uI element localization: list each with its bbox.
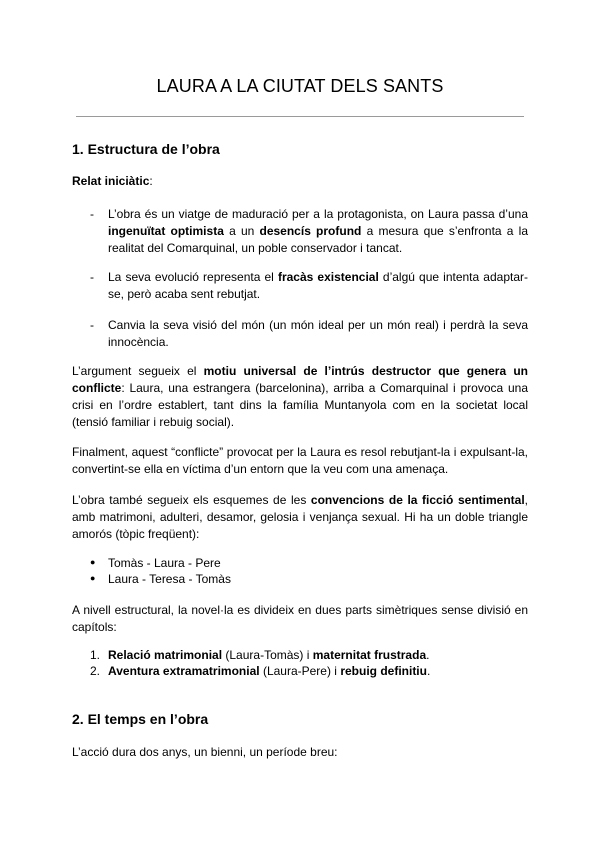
bold-run: motiu universal de l’intrús destructor que genera un conflicte xyxy=(72,364,528,395)
section-heading-temps: 2. El temps en l’obra xyxy=(72,711,209,727)
paragraph-esquemes xyxy=(72,492,528,543)
text-run: d’algú que intenta adaptar-se, però acaba sent rebutjat. xyxy=(108,270,528,301)
dash-marker: - xyxy=(90,318,94,332)
paragraph-estructural: A nivell estructural, la novel·la es divideix en dues parts simètriques sense divisió en capítols: xyxy=(72,603,528,634)
bold-run: desencís profund xyxy=(259,224,362,238)
bold-run: fracàs existencial xyxy=(277,270,379,284)
list-item-text: Canvia la seva visió del món (un món ideal per un món real) i perdrà la seva innocència. xyxy=(108,318,528,349)
list-item-text xyxy=(108,663,528,680)
list-item-text xyxy=(108,269,528,303)
title-divider xyxy=(76,116,524,117)
list-item-text: Tomàs - Laura - Pere xyxy=(108,556,221,570)
bold-run: rebuig definitiu xyxy=(340,664,427,678)
section-heading-estructura: 1. Estructura de l’obra xyxy=(72,141,220,157)
text-run: , amb matrimoni, adulteri, desamor, gelosia i venjança sexual. Hi ha un doble triangle amorós (tòpic freqüent): xyxy=(72,493,529,541)
bold-run: Relació matrimonial xyxy=(108,648,223,662)
number-marker: 2. xyxy=(90,664,101,678)
text-run: (Laura-Tomàs) i xyxy=(222,648,313,662)
text-run: . xyxy=(426,648,430,662)
bold-run: ingenuïtat optimista xyxy=(108,224,224,238)
list-item-text xyxy=(108,647,528,664)
bullet-marker: ● xyxy=(90,573,96,583)
bold-run: convencions de la ficció sentimental xyxy=(310,493,525,507)
list-item-text: Laura - Teresa - Tomàs xyxy=(108,572,231,586)
bold-run: maternitat frustrada xyxy=(312,648,427,662)
list-item-text xyxy=(108,206,528,257)
text-run: La seva evolució representa el xyxy=(108,270,278,284)
text-run: L’obra és un viatge de maduració per a la protagonista, on Laura passa d’una xyxy=(108,207,528,221)
text-run: : Laura, una estrangera (barcelonina), arriba a Comarquinal i provoca una crisi en l’ordre establert, tant dins la família Muntanyola com en la societat local (tensió familiar i rebuig social). xyxy=(72,381,528,429)
bullet-marker: ● xyxy=(90,557,96,567)
text-run: L’obra també segueix els esquemes de les xyxy=(72,493,311,507)
relat-label-line xyxy=(72,173,528,190)
text-run: L’argument segueix el xyxy=(72,364,204,378)
paragraph-argument xyxy=(72,363,528,431)
dash-marker: - xyxy=(90,207,94,221)
document-title: LAURA A LA CIUTAT DELS SANTS xyxy=(156,76,444,96)
relat-label: Relat iniciàtic xyxy=(72,174,150,188)
paragraph-accio: L’acció dura dos anys, un bienni, un període breu: xyxy=(72,745,338,759)
number-marker: 1. xyxy=(90,648,101,662)
relat-colon: : xyxy=(149,174,153,188)
bold-run: Aventura extramatrimonial xyxy=(108,664,260,678)
text-run: (Laura-Pere) i xyxy=(259,664,341,678)
text-run: a un xyxy=(223,224,260,238)
text-run: a mesura que s’enfronta a la realitat del Comarquinal, un poble conservador i tancat. xyxy=(108,224,529,255)
paragraph-finalment: Finalment, aquest “conflicte” provocat per la Laura es resol rebutjant-la i expulsant-la, convertint-se ella en víctima d’un entorn que la veu com una amenaça. xyxy=(72,445,528,476)
text-run: . xyxy=(426,664,431,678)
dash-marker: - xyxy=(90,270,94,284)
